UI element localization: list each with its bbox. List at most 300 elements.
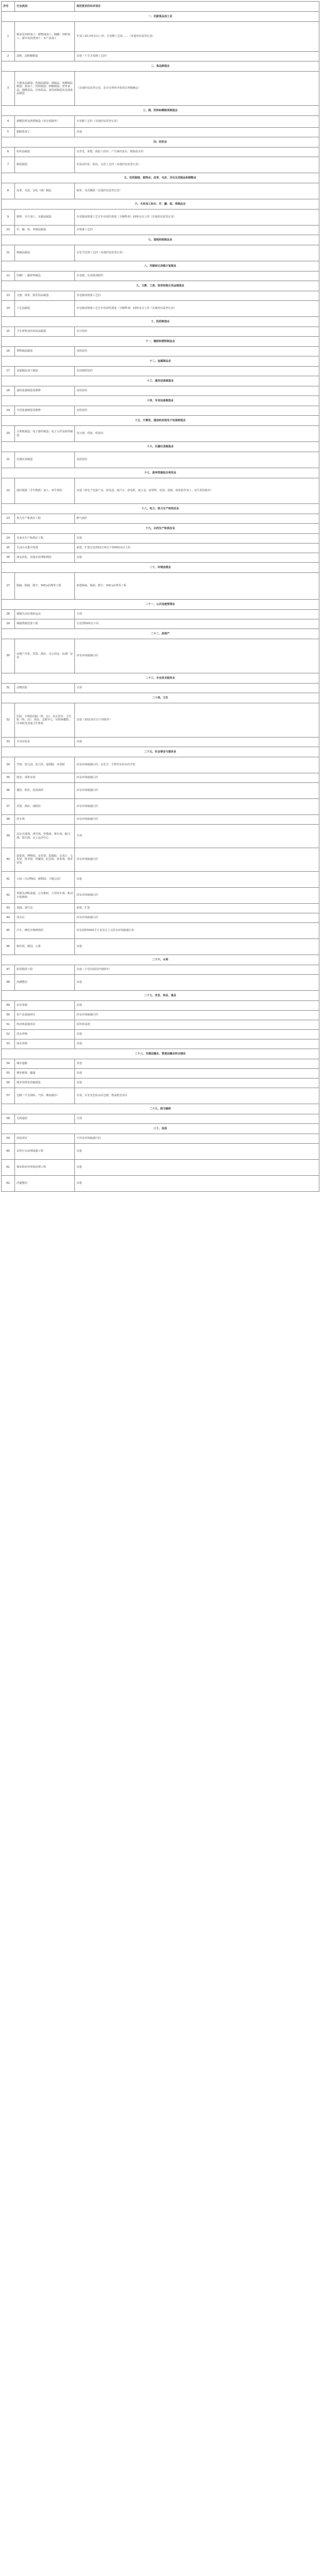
category-line: 粮食及饲料加工；植物油加工；制糖；饲料加工；屠宰及肉类加工；水产品加工 [17,33,71,40]
row-category [15,534,75,544]
row-category [15,1001,75,1011]
row-requirement: 其他 [75,128,319,137]
row-category [15,773,75,783]
row-category [15,406,75,416]
row-requirement: 其他 [75,534,319,544]
row-number: 62 [2,1176,15,1192]
row-category [15,1160,75,1176]
section-title: 十五、计算机、通信和其他电子设备制造业 [2,416,319,426]
document-page [1,1,319,1192]
category-line: 废旧资源（含生物质）加工、再生利用 [17,489,63,493]
table-row [2,1039,319,1049]
section-row [2,337,319,347]
row-requirement: 其他（废电子电器产品、废电池、废汽车、废电机、废五金、废塑料、废油、废船、废轮胎等加工、再生利用除外） [75,478,319,504]
row-number: 44 [2,913,15,923]
row-number: 10 [2,226,15,235]
section-title: 二十六、水利 [2,955,319,965]
row-category [15,1114,75,1124]
row-number: 7 [2,157,15,173]
category-line: 无线通讯 [17,1117,28,1121]
section-title: 二十九、核与辐射 [2,1104,319,1114]
section-row [2,955,319,965]
row-number: 36 [2,783,15,799]
row-requirement: 仅组装的 [75,386,319,396]
row-category [15,1030,75,1039]
category-line: 酒精饮料及酒类制造（仅分装除外） [17,120,60,123]
row-category [15,157,75,173]
category-line: 热力生产和供应工程 [17,517,41,521]
row-category [15,1011,75,1020]
row-requirement: 新建、扩建日处理10万吨以下500吨及以上的 [75,544,319,553]
header-category: 行业类别 [15,2,75,12]
category-line: 改装项目 [17,1137,28,1140]
section-row [2,468,319,478]
row-number: 4 [2,116,15,128]
row-category [15,245,75,261]
row-category [15,544,75,553]
row-number: 27 [2,573,15,600]
row-requirement: 有发酵工艺的（其他的仅需登记表） [75,116,319,128]
section-title: 三、酒、饮料和精制茶制造业 [2,106,319,116]
row-number: 23 [2,514,15,524]
table-row [2,639,319,673]
row-category [15,965,75,975]
table-body [2,12,319,1192]
section-row [2,991,319,1001]
section-title: 十一、橡胶和塑料制品业 [2,337,319,347]
row-category [15,939,75,955]
row-category [15,975,75,991]
row-category [15,291,75,301]
row-requirement: 原料林基地 [75,1020,319,1030]
category-line: 农产品基地项目 [17,1013,36,1017]
row-requirement: 有喷漆工艺的 [75,226,319,235]
row-category [15,888,75,904]
section-title: 一、农副食品加工业 [2,12,319,22]
row-requirement: 其他 [75,939,319,955]
row-number: 51 [2,1020,15,1030]
row-number: 16 [2,347,15,356]
table-row [2,553,319,563]
row-requirement: 日处理50吨以下的 [75,619,319,629]
table-row [2,128,319,137]
row-number: 22 [2,478,15,504]
row-category [15,426,75,442]
row-requirement: 燃气锅炉 [75,514,319,524]
table-row [2,939,319,955]
category-line: 洗车场 [17,818,25,821]
row-number: 49 [2,1001,15,1011]
row-number: 35 [2,773,15,783]
table-row [2,757,319,773]
table-row [2,478,319,504]
row-number: 19 [2,406,15,416]
category-line: 皮革、毛皮、羽毛（绒）制品 [17,189,52,193]
row-number: 48 [2,975,15,991]
table-row [2,1114,319,1124]
row-requirement: 其他（小型沟渠的护坡除外） [75,965,319,975]
row-requirement: 其他 [75,1069,319,1078]
category-line: 纸制品制造 [17,251,30,255]
table-row [2,738,319,747]
section-title: 二十四、卫生 [2,693,319,703]
row-requirement: 涉及环境敏感区的 [75,773,319,783]
row-requirement: 有化学处理工艺的（其他的仅需登记表） [75,245,319,261]
row-category [15,271,75,281]
row-category [15,301,75,317]
section-row [2,442,319,452]
row-requirement: 其他 [75,872,319,888]
category-line: 农村污水处理设施工程 [17,1150,44,1153]
row-requirement: 仅分装的 [75,327,319,337]
row-number: 32 [2,703,15,738]
row-requirement: 其他 [75,1176,319,1192]
section-row [2,356,319,367]
section-title: 十九、水的生产和供应业 [2,524,319,534]
category-line: 城镇粪便处置工程 [17,622,39,626]
row-number: 58 [2,1114,15,1124]
row-number: 28 [2,610,15,619]
section-row [2,173,319,183]
section-row [2,1104,319,1114]
row-category [15,913,75,923]
category-line: 锯材、木片加工、木制品制造 [17,215,52,219]
table-row [2,684,319,693]
row-category [15,116,75,128]
section-title: 十六、仪器仪表制造业 [2,442,319,452]
section-title: 十、医药制造业 [2,317,319,327]
row-requirement: 其他 [75,1059,319,1069]
table-row [2,619,319,629]
table-row [2,783,319,799]
section-title: 十八、电力、热力生产和供应业 [2,504,319,514]
table-row [2,347,319,356]
table-row [2,1011,319,1020]
row-category [15,573,75,600]
row-requirement: 全部 [75,684,319,693]
category-line: 洗衣店 [17,916,25,920]
row-category [15,1059,75,1069]
eia-requirements-table [1,1,319,1192]
row-number: 25 [2,544,15,553]
row-number: 41 [2,872,15,888]
row-requirement: 涉及环境敏感区的 [75,799,319,815]
row-category [15,1069,75,1078]
table-row [2,888,319,904]
table-row [2,157,319,173]
section-title: 二十一、公共设施管理业 [2,600,319,610]
section-row [2,61,319,72]
row-category [15,1134,75,1144]
table-row [2,1069,319,1078]
category-line: 通用设备制造及维修 [17,389,41,393]
row-category [15,347,75,356]
row-category [15,1078,75,1088]
row-requirement: 不涉及环境敏感区的 [75,1134,319,1144]
row-category [15,514,75,524]
row-number: 2 [2,52,15,61]
row-category [15,684,75,693]
table-row [2,1176,319,1192]
section-row [2,261,319,271]
section-row [2,376,319,386]
section-title: 二十五、社会事业与服务业 [2,747,319,757]
table-row [2,1078,319,1088]
row-requirement: 有洗毛、染整、脱胶工段的；产生缫丝废水、精炼废水的 [75,148,319,157]
row-requirement: 其他 [75,1030,319,1039]
category-line: 宾馆、酒店、度假村 [17,805,41,809]
table-row [2,245,319,261]
table-row [2,544,319,553]
table-row [2,573,319,600]
row-requirement: 全部 [75,1114,319,1124]
category-line: 竹、藤、棕、草制品制造 [17,228,47,232]
category-line: 自来水生产和供应工程 [17,537,44,540]
category-line: 文教、体育、娱乐用品制造 [17,294,49,298]
row-category [15,327,75,337]
section-row [2,396,319,406]
row-number: 26 [2,553,15,563]
category-line: 城镇生活垃圾转运站 [17,612,41,616]
table-row [2,1001,319,1011]
category-line: 加油、加气站 [17,906,33,910]
row-requirement: 涉及环境敏感区的 [75,1011,319,1020]
section-title: 十二、金属制品业 [2,356,319,367]
row-requirement: 营业面积5000平方米及以上且涉及环境敏感区的 [75,923,319,939]
row-number: 6 [2,148,15,157]
category-line: 展览馆、博物馆、美术馆、影剧院、音乐厅、文化馆、图书馆、档案馆、纪念馆、体育场、体育馆等 [17,855,73,865]
row-category [15,52,75,61]
table-row [2,1134,319,1144]
row-requirement: 涉及环境敏感区的 [75,783,319,799]
row-category [15,553,75,563]
category-line: 印刷厂；磁材料制品 [17,274,41,278]
row-number: 3 [2,72,15,106]
section-title: 二十七、农业、林业、渔业 [2,991,319,1001]
row-requirement: 其他 [75,738,319,747]
row-number: 21 [2,452,15,468]
section-row [2,563,319,573]
row-requirement: 涉及环境敏感区的 [75,848,319,872]
category-line: 精制茶加工 [17,130,30,134]
table-row [2,848,319,872]
row-number: 30 [2,639,15,673]
table-row [2,301,319,317]
table-row [2,291,319,301]
row-number: 1 [2,22,15,52]
table-row [2,1144,319,1160]
section-row [2,600,319,610]
row-category [15,923,75,939]
row-requirement: 其他 [75,553,319,563]
table-row [2,426,319,442]
table-row [2,116,319,128]
row-category [15,148,75,157]
row-number: 15 [2,327,15,337]
row-requirement: 有电镀、有油墨调配的 [75,271,319,281]
table-row [2,1059,319,1069]
table-row [2,923,319,939]
row-number: 47 [2,965,15,975]
row-number: 20 [2,426,15,442]
row-requirement: 新建脱硫、脱硝、除尘、VOCs治理等工程 [75,573,319,600]
section-row [2,137,319,148]
category-line: 海水养殖 [17,1042,28,1046]
row-number: 39 [2,825,15,848]
section-row [2,524,319,534]
row-requirement: 有湿法印花、染色、水洗工艺的（其他的仅需登记表） [75,157,319,173]
row-category [15,72,75,106]
row-number: 33 [2,738,15,747]
category-line: 仓储（不含油库、气库、煤炭储存） [17,1094,60,1098]
category-line: 海水淡化、其他水处理和利用 [17,556,52,560]
row-requirement: 仅组装的 [75,347,319,356]
row-category [15,22,75,52]
row-number: 40 [2,848,15,872]
row-number: 13 [2,291,15,301]
table-header-row [2,2,319,12]
table-row [2,534,319,544]
section-title: 四、纺织业 [2,137,319,148]
row-number: 14 [2,301,15,317]
category-line: 房地产开发、宾馆、酒店、办公用房、标准厂房等 [17,653,73,659]
section-row [2,317,319,327]
category-line: 餐饮、娱乐、洗浴场所 [17,789,44,793]
category-line: 淀粉、淀粉糖制造 [17,55,39,58]
section-row [2,106,319,116]
table-row [2,872,319,888]
row-category [15,386,75,396]
row-number: 53 [2,1039,15,1049]
table-row [2,825,319,848]
category-line: 城市道路 [17,1062,28,1066]
row-requirement: 其他 [75,1160,319,1176]
table-row [2,975,319,991]
category-line: 生活污水集中处理 [17,546,39,550]
row-category [15,128,75,137]
row-category [15,757,75,773]
row-category [15,1176,75,1192]
row-number: 12 [2,271,15,281]
section-title: 九、文教、工美、体育和娱乐用品制造业 [2,281,319,291]
row-number: 50 [2,1011,15,1020]
row-category [15,610,75,619]
section-row [2,673,319,684]
row-category [15,1088,75,1104]
row-requirement: 其他 [75,975,319,991]
section-row [2,235,319,245]
category-line: 专用设备制造及维修 [17,409,41,413]
row-number: 57 [2,1088,15,1104]
row-number: 31 [2,684,15,693]
category-line: 殡仪馆、陵园、公墓 [17,945,41,949]
row-number: 61 [2,1160,15,1176]
table-row [2,452,319,468]
table-row [2,1030,319,1039]
section-title: 六、木材加工和木、竹、藤、棕、草制品业 [2,199,319,210]
row-number: 11 [2,245,15,261]
row-number: 37 [2,799,15,815]
category-line: 河道整治 [17,1182,28,1185]
row-category [15,815,75,825]
table-row [2,367,319,376]
section-row [2,693,319,703]
row-requirement: 全部 [75,825,319,848]
category-line: 塑料制品制造 [17,350,33,353]
row-requirement: 其他 [75,1144,319,1160]
table-row [2,904,319,913]
row-category [15,452,75,468]
row-requirement: 其他（20张床位以下的除外） [75,703,319,738]
category-line: 高尔夫球场、滑雪场、狩猎场、赛车场、跑马场、射击场、水上运动中心 [17,833,71,840]
row-requirement: 仅组装的 [75,452,319,468]
row-number: 45 [2,923,15,939]
row-category [15,478,75,504]
section-row [2,416,319,426]
row-number: 9 [2,210,15,226]
category-line: 动物医院 [17,686,28,690]
category-line: 城市桥梁、隧道 [17,1072,36,1075]
row-number: 60 [2,1144,15,1160]
row-number: 18 [2,386,15,396]
category-line: 卫生材料及医药用品制造 [17,330,47,333]
category-line: 医院、专科防治院（所、站）、社区医疗、卫生院（所、站）、血站、急救中心、妇幼保健院、疗养院等其他卫生机构 [17,715,72,725]
table-row [2,799,319,815]
table-row [2,72,319,106]
category-line: 工艺品制造 [17,307,30,311]
row-requirement: 仅切割组装的 [75,367,319,376]
category-line: 专业实验室 [17,740,30,744]
category-line: 纺织品制造 [17,150,30,154]
table-row [2,514,319,524]
section-title: 二十、环境治理业 [2,563,319,573]
row-number: 55 [2,1069,15,1078]
table-row [2,610,319,619]
header-num: 序号 [2,2,15,12]
section-title: 十四、专用设备制造业 [2,396,319,406]
row-number: 38 [2,815,15,825]
table-row [2,1020,319,1030]
row-number: 54 [2,1059,15,1069]
category-line: 金属制品加工制造 [17,369,39,373]
row-category [15,367,75,376]
table-row [2,1160,319,1176]
row-category [15,872,75,888]
row-category [15,848,75,872]
row-number: 46 [2,939,15,955]
row-category [15,703,75,738]
section-row [2,1124,319,1134]
section-row [2,199,319,210]
table-row [2,406,319,416]
row-category [15,210,75,226]
table-row [2,1088,319,1104]
section-title: 二十二、房地产 [2,629,319,639]
row-category [15,1039,75,1049]
row-category [15,799,75,815]
row-category [15,783,75,799]
category-line: 城市管网及管廊建设 [17,1081,41,1085]
row-requirement: 新建、扩建 [75,904,319,913]
table-row [2,52,319,61]
row-requirement: 其他 [75,1039,319,1049]
row-requirement: 全部 [75,610,319,619]
header-requirement: 规范要求的环评项目 [75,2,319,12]
row-number: 52 [2,1030,15,1039]
table-row [2,210,319,226]
row-requirement: 涉及环境敏感区的 [75,913,319,923]
section-title: 二、食品制造业 [2,61,319,72]
